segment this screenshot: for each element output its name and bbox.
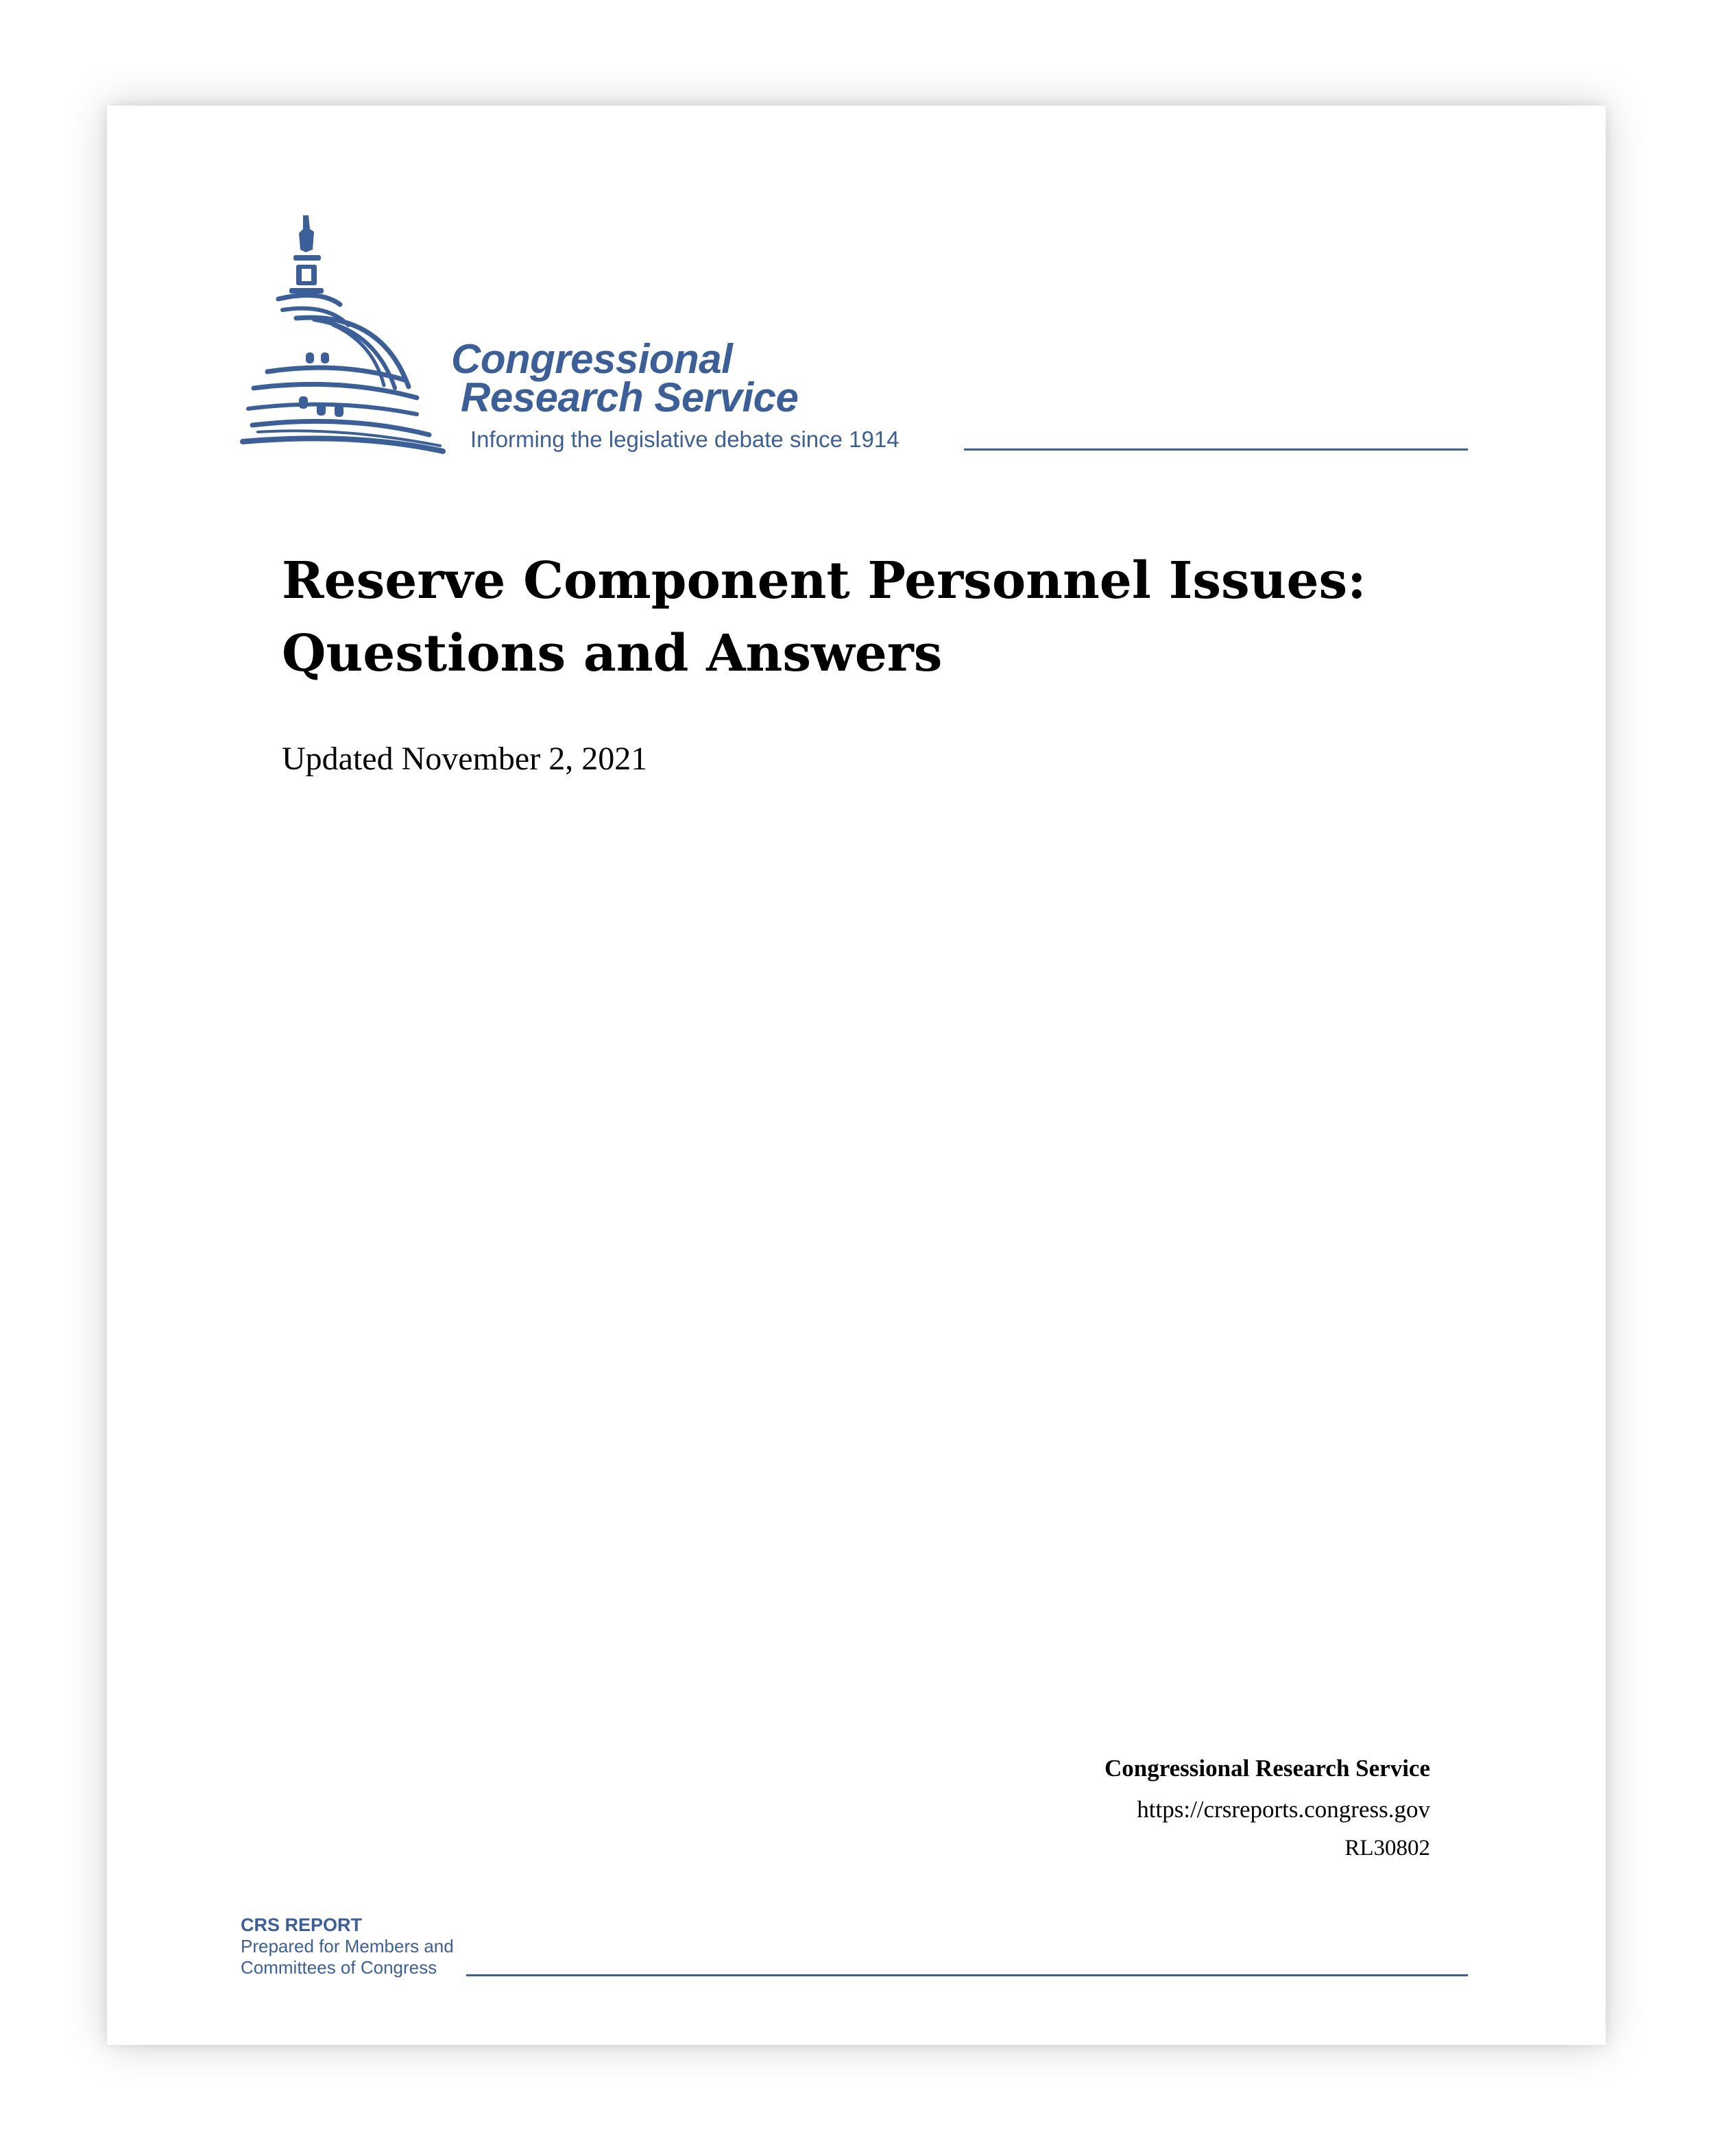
publisher-organization: Congressional Research Service bbox=[1104, 1755, 1430, 1782]
logo-name-line1: Congressional bbox=[451, 336, 733, 382]
header-divider bbox=[964, 448, 1468, 451]
logo-name-line2: Research Service bbox=[461, 374, 799, 420]
publisher-url[interactable]: https://crsreports.congress.gov bbox=[1137, 1796, 1430, 1823]
document-page bbox=[107, 106, 1606, 2045]
publisher-block bbox=[1105, 1748, 1430, 1866]
report-title-line1: Reserve Component Personnel Issues: bbox=[282, 551, 1366, 610]
updated-date: Updated November 2, 2021 bbox=[282, 741, 648, 777]
report-title-line2: Questions and Answers bbox=[282, 624, 943, 683]
footer-label: CRS REPORT bbox=[241, 1915, 363, 1935]
logo-tagline: Informing the legislative debate since 1914 bbox=[470, 427, 900, 452]
report-number: RL30802 bbox=[1344, 1836, 1430, 1860]
footer-line2: Committees of Congress bbox=[241, 1957, 437, 1978]
footer-line1: Prepared for Members and bbox=[241, 1936, 454, 1956]
crs-report-footer bbox=[241, 1915, 454, 1978]
footer-divider bbox=[466, 1974, 1468, 1976]
report-title bbox=[282, 544, 1379, 690]
